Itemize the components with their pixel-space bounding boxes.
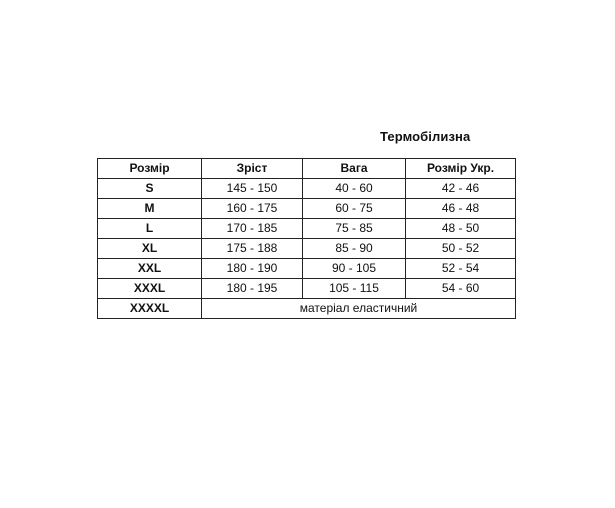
cell-weight: 105 - 115 [303,279,406,299]
table-row [98,239,516,259]
table-row [98,259,516,279]
cell-ukr-size: 46 - 48 [406,199,516,219]
cell-height: 160 - 175 [202,199,303,219]
cell-size: XL [98,239,202,259]
material-note: матеріал еластичний [202,299,516,319]
header-size: Розмір [98,159,202,179]
cell-ukr-size: 50 - 52 [406,239,516,259]
table-row [98,219,516,239]
table-row [98,199,516,219]
cell-size: XXXL [98,279,202,299]
cell-weight: 40 - 60 [303,179,406,199]
cell-size: XXL [98,259,202,279]
table-row [98,179,516,199]
size-chart-table [97,158,516,319]
cell-weight: 75 - 85 [303,219,406,239]
cell-ukr-size: 48 - 50 [406,219,516,239]
table-row [98,279,516,299]
header-ukr-size: Розмір Укр. [406,159,516,179]
cell-weight: 85 - 90 [303,239,406,259]
cell-height: 175 - 188 [202,239,303,259]
cell-ukr-size: 52 - 54 [406,259,516,279]
header-weight: Вага [303,159,406,179]
cell-ukr-size: 42 - 46 [406,179,516,199]
header-height: Зріст [202,159,303,179]
cell-size: L [98,219,202,239]
cell-weight: 60 - 75 [303,199,406,219]
cell-size: XXXXL [98,299,202,319]
cell-height: 145 - 150 [202,179,303,199]
cell-height: 180 - 190 [202,259,303,279]
cell-height: 180 - 195 [202,279,303,299]
page-title: Термобілизна [380,129,471,144]
cell-weight: 90 - 105 [303,259,406,279]
table-header-row [98,159,516,179]
cell-size: M [98,199,202,219]
cell-height: 170 - 185 [202,219,303,239]
table-row-last [98,299,516,319]
cell-ukr-size: 54 - 60 [406,279,516,299]
cell-size: S [98,179,202,199]
